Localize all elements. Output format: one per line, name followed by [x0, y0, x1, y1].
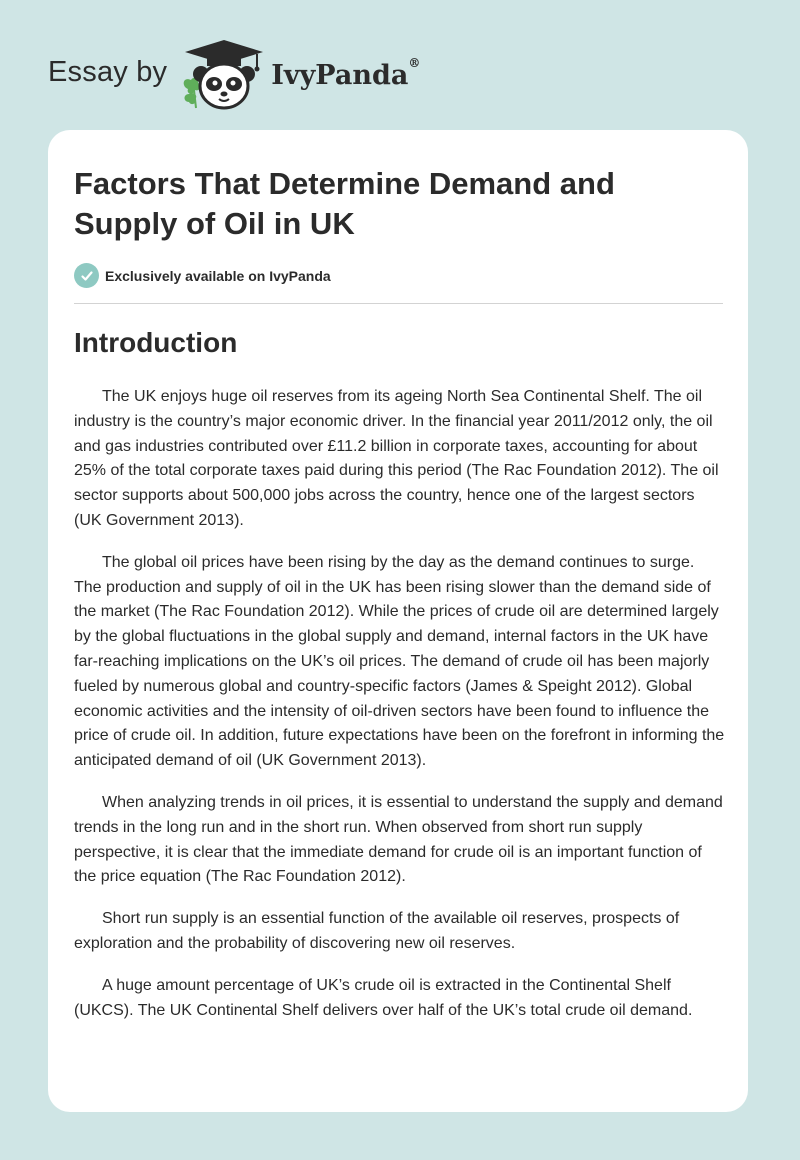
- brand-name: IvyPanda®: [271, 55, 421, 91]
- exclusive-badge: [74, 263, 331, 288]
- title-divider: [74, 303, 723, 304]
- exclusive-badge-text: Exclusively available on IvyPanda: [105, 267, 331, 284]
- brand-header[interactable]: [48, 34, 420, 114]
- brand-prefix: Essay by: [48, 55, 168, 88]
- paragraph: The global oil prices have been rising by the day as the demand continues to surge. The production and supply of oil in the UK has been rising slower than the demand side of the market (The Rac Foundation 2012). While the prices of crude oil are determined largely by the global fluctuations in the global supply and demand, internal factors in the UK have far-reaching implications on the UK’s oil prices. The demand of crude oil has been majorly fueled by numerous global and country-specific factors (James & Speight 2012). Global economic activities and the intensity of oil-driven sectors have been found to influence the price of crude oil. In addition, future expectations have been on the forefront in informing the anticipated demand of oil (UK Government 2013).: [74, 553, 725, 770]
- paragraph: Short run supply is an essential function of the available oil reserves, prospects of exploration and the probability of discovering new oil reserves.: [74, 910, 680, 952]
- paragraph: The UK enjoys huge oil reserves from its ageing North Sea Continental Shelf. The oil industry is the country’s major economic driver. In the financial year 2011/2012 only, the oil and gas industries contributed over £11.2 billion in corporate taxes, accounting for about 25% of the total corporate taxes paid during this period (The Rac Foundation 2012). The oil sector supports about 500,000 jobs across the country, hence one of the largest sectors (UK Government 2013).: [74, 388, 719, 529]
- essay-title: Factors That Determine Demand and Supply of Oil in UK: [74, 166, 615, 241]
- essay-body: [74, 385, 726, 1040]
- check-icon: [74, 263, 99, 288]
- essay-card: [48, 130, 748, 1112]
- section-heading: Introduction: [74, 327, 238, 358]
- paragraph: A huge amount percentage of UK’s crude oil is extracted in the Continental Shelf (UKCS). The UK Continental Shelf delivers over half of the UK’s total crude oil demand.: [74, 976, 693, 1019]
- panda-graduate-icon: [177, 36, 267, 112]
- registered-mark: ®: [408, 55, 421, 70]
- paragraph: When analyzing trends in oil prices, it is essential to understand the supply and demand trends in the long run and in the short run. When observed from short run supply perspective, it is clear that the immediate demand for crude oil is an important function of the price equation (The Rac Foundation 2012).: [74, 793, 723, 886]
